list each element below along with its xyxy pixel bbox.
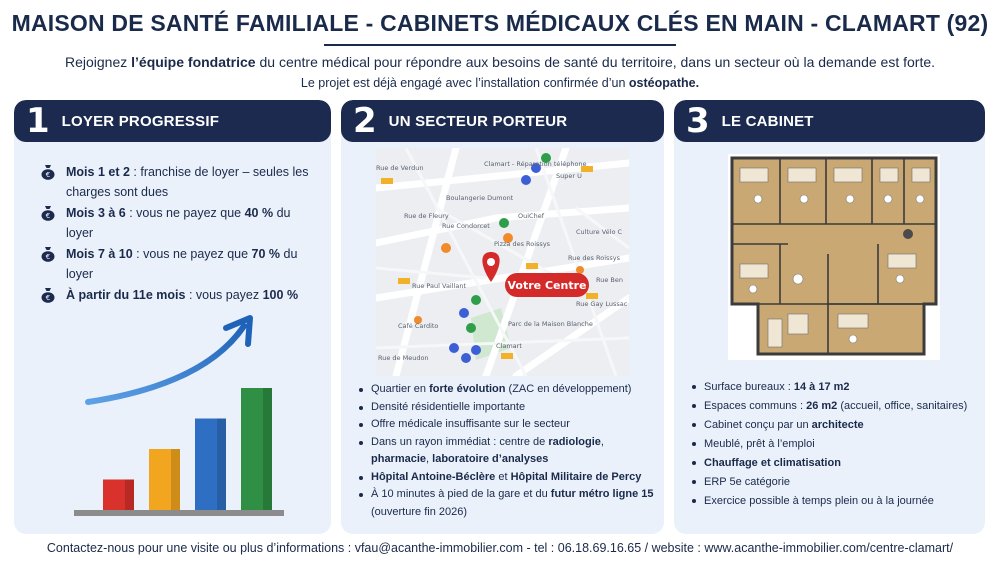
map-label: Rue de Meudon (378, 354, 429, 362)
rent-step-text-end: du loyer (66, 247, 298, 281)
growth-bar-shade (125, 480, 134, 511)
feature-text: Exercice possible à temps plein ou à la journée (704, 495, 934, 507)
rent-step-percent: 100 % (262, 288, 299, 302)
rent-step-period: Mois 3 à 6 (66, 206, 126, 220)
growth-bar-shade (217, 419, 226, 511)
feature-item (686, 416, 979, 434)
rent-step-item (28, 162, 321, 202)
feature-text: À 10 minutes à pied de la gare et du (371, 488, 551, 500)
map-label: Rue Condorcet (442, 222, 490, 230)
feature-text: Cabinet conçu par un (704, 419, 812, 431)
growth-bar-shade (171, 449, 180, 510)
feature-text: (ZAC en développement) (505, 383, 632, 395)
growth-bar-shade (263, 388, 272, 510)
card-2-header (341, 100, 664, 142)
intro-1-text: Rejoignez (64, 54, 132, 70)
intro-line-2 (0, 76, 1000, 90)
card-1-header (14, 100, 331, 142)
feature-text: , (600, 435, 604, 448)
feature-highlight: architecte (811, 419, 864, 431)
map-label: Culture Vélo C (576, 228, 623, 236)
card-3-title: LE CABINET (721, 112, 814, 130)
feature-text: Offre médicale insuffisante sur le secteur (371, 418, 570, 430)
card-2-number: 2 (353, 101, 377, 141)
feature-highlight: pharmacie (371, 453, 427, 465)
feature-highlight: forte évolution (429, 383, 506, 395)
rent-step-text: : vous payez (185, 288, 263, 302)
svg-text:€: € (45, 253, 51, 261)
intro-2-text: Le projet est déjà engagé avec l’installation confirmée d’un (300, 76, 629, 90)
rent-step-text-end: du loyer (66, 206, 291, 240)
intro-line-1 (0, 54, 1000, 70)
feature-text: ERP 5e catégorie (704, 476, 791, 488)
map-label: Rue Paul Vaillant (412, 282, 467, 290)
feature-item (686, 492, 979, 510)
map-label: Clamart (496, 342, 522, 350)
rent-step-text: : franchise de loyer – seules les charges sont dues (66, 165, 309, 199)
rent-step-period: À partir du 11e mois (66, 288, 186, 302)
map-label: OuiChef (518, 212, 544, 220)
map-label: Rue des Roissys (568, 254, 620, 262)
chart-base (74, 510, 284, 516)
map-label: Pizza des Roissys (494, 240, 551, 248)
map-label: Rue de Verdun (376, 164, 424, 172)
map-label: Rue Ben (596, 276, 623, 284)
feature-text: , (426, 453, 433, 465)
intro-1-text-after: du centre médical pour répondre aux besoins de santé du territoire, dans un secteur où la demande est forte. (255, 54, 936, 70)
feature-item (353, 381, 658, 399)
rent-step-text: : vous ne payez que (125, 206, 245, 220)
feature-highlight: 26 m2 (806, 400, 838, 412)
growth-arrow-shaft (88, 326, 244, 402)
feature-text: Meublé, prêt à l’emploi (704, 438, 815, 450)
feature-highlight: Hôpital Antoine-Béclère (371, 470, 496, 483)
feature-item (353, 469, 658, 487)
title-underline (324, 44, 676, 46)
map-graphic (376, 148, 629, 376)
cabinet-features-list (686, 378, 979, 511)
map-label: Boulangerie Dumont (446, 194, 514, 202)
feature-text: et (495, 470, 511, 483)
map-label: Super U (556, 172, 582, 180)
feature-text: Quartier en (371, 383, 430, 395)
sector-features-list (353, 381, 658, 521)
growth-chart-illustration (74, 314, 284, 526)
feature-highlight: Chauffage et climatisation (704, 457, 841, 469)
floor-plan-image (728, 154, 940, 360)
feature-highlight: Hôpital Militaire de Percy (510, 470, 642, 483)
card-2-title: UN SECTEUR PORTEUR (388, 112, 568, 130)
feature-item (686, 378, 979, 396)
feature-highlight: futur métro ligne 15 (550, 488, 654, 500)
feature-item (686, 473, 979, 491)
feature-item (686, 397, 979, 415)
feature-text: (accueil, office, sanitaires) (837, 400, 968, 412)
feature-highlight: 14 à 17 m2 (793, 381, 850, 393)
svg-text:€: € (45, 212, 51, 220)
card-secteur-porteur (341, 100, 664, 534)
svg-text:€: € (45, 171, 51, 179)
money-bag-icon (40, 287, 56, 303)
feature-item (686, 454, 979, 472)
card-1-title: LOYER PROGRESSIF (61, 112, 220, 130)
intro-2-bold: ostéopathe. (628, 76, 700, 90)
card-3-number: 3 (686, 101, 710, 141)
rent-schedule-list (28, 162, 321, 306)
card-loyer-progressif (14, 100, 331, 534)
svg-text:€: € (45, 294, 51, 302)
feature-item (353, 399, 658, 417)
feature-text: (ouverture fin 2026) (371, 505, 467, 518)
intro-1-bold: l’équipe fondatrice (131, 54, 256, 70)
rent-step-percent: 40 % (244, 206, 274, 220)
map-label: Café Cardito (398, 322, 439, 330)
page-title: MAISON DE SANTÉ FAMILIALE - CABINETS MÉDICAUX CLÉS EN MAIN - CLAMART (92) (11, 10, 989, 36)
rent-step-item (28, 285, 321, 305)
card-1-number: 1 (26, 101, 50, 141)
feature-item (686, 435, 979, 453)
map-label: Rue Gay Lussac (576, 300, 628, 308)
rent-step-item (28, 244, 321, 284)
feature-text: Dans un rayon immédiat : centre de (371, 435, 549, 448)
feature-highlight: radiologie (548, 435, 601, 448)
map-label: Clamart - Réparation téléphone (484, 160, 587, 168)
rent-step-text: : vous ne payez que (132, 247, 252, 261)
feature-text: Espaces communs : (704, 400, 807, 412)
feature-item (353, 486, 658, 521)
rent-step-period: Mois 1 et 2 (66, 165, 130, 179)
card-le-cabinet (674, 100, 985, 534)
feature-text: Surface bureaux : (704, 381, 794, 393)
card-3-header (674, 100, 985, 142)
rent-step-percent: 70 % (251, 247, 281, 261)
rent-step-period: Mois 7 à 10 (66, 247, 133, 261)
money-bag-icon (40, 205, 56, 221)
feature-item (353, 434, 658, 469)
feature-highlight: laboratoire d’analyses (432, 453, 549, 465)
contact-footer: Contactez-nous pour une visite ou plus d’informations : vfau@acanthe-immobilier.com - tel : 06.18.69.16.65 / website : www.acanthe-immobilier.com/centre-clamart/ (46, 541, 954, 555)
money-bag-icon (40, 164, 56, 180)
location-map[interactable] (376, 148, 629, 376)
map-label: Parc de la Maison Blanche (508, 320, 593, 328)
feature-item (353, 416, 658, 434)
feature-text: Densité résidentielle importante (371, 400, 526, 413)
map-pin-label: Votre Centre (507, 279, 587, 292)
money-bag-icon (40, 246, 56, 262)
map-label: Rue de Fleury (404, 212, 449, 220)
rent-step-item (28, 203, 321, 243)
